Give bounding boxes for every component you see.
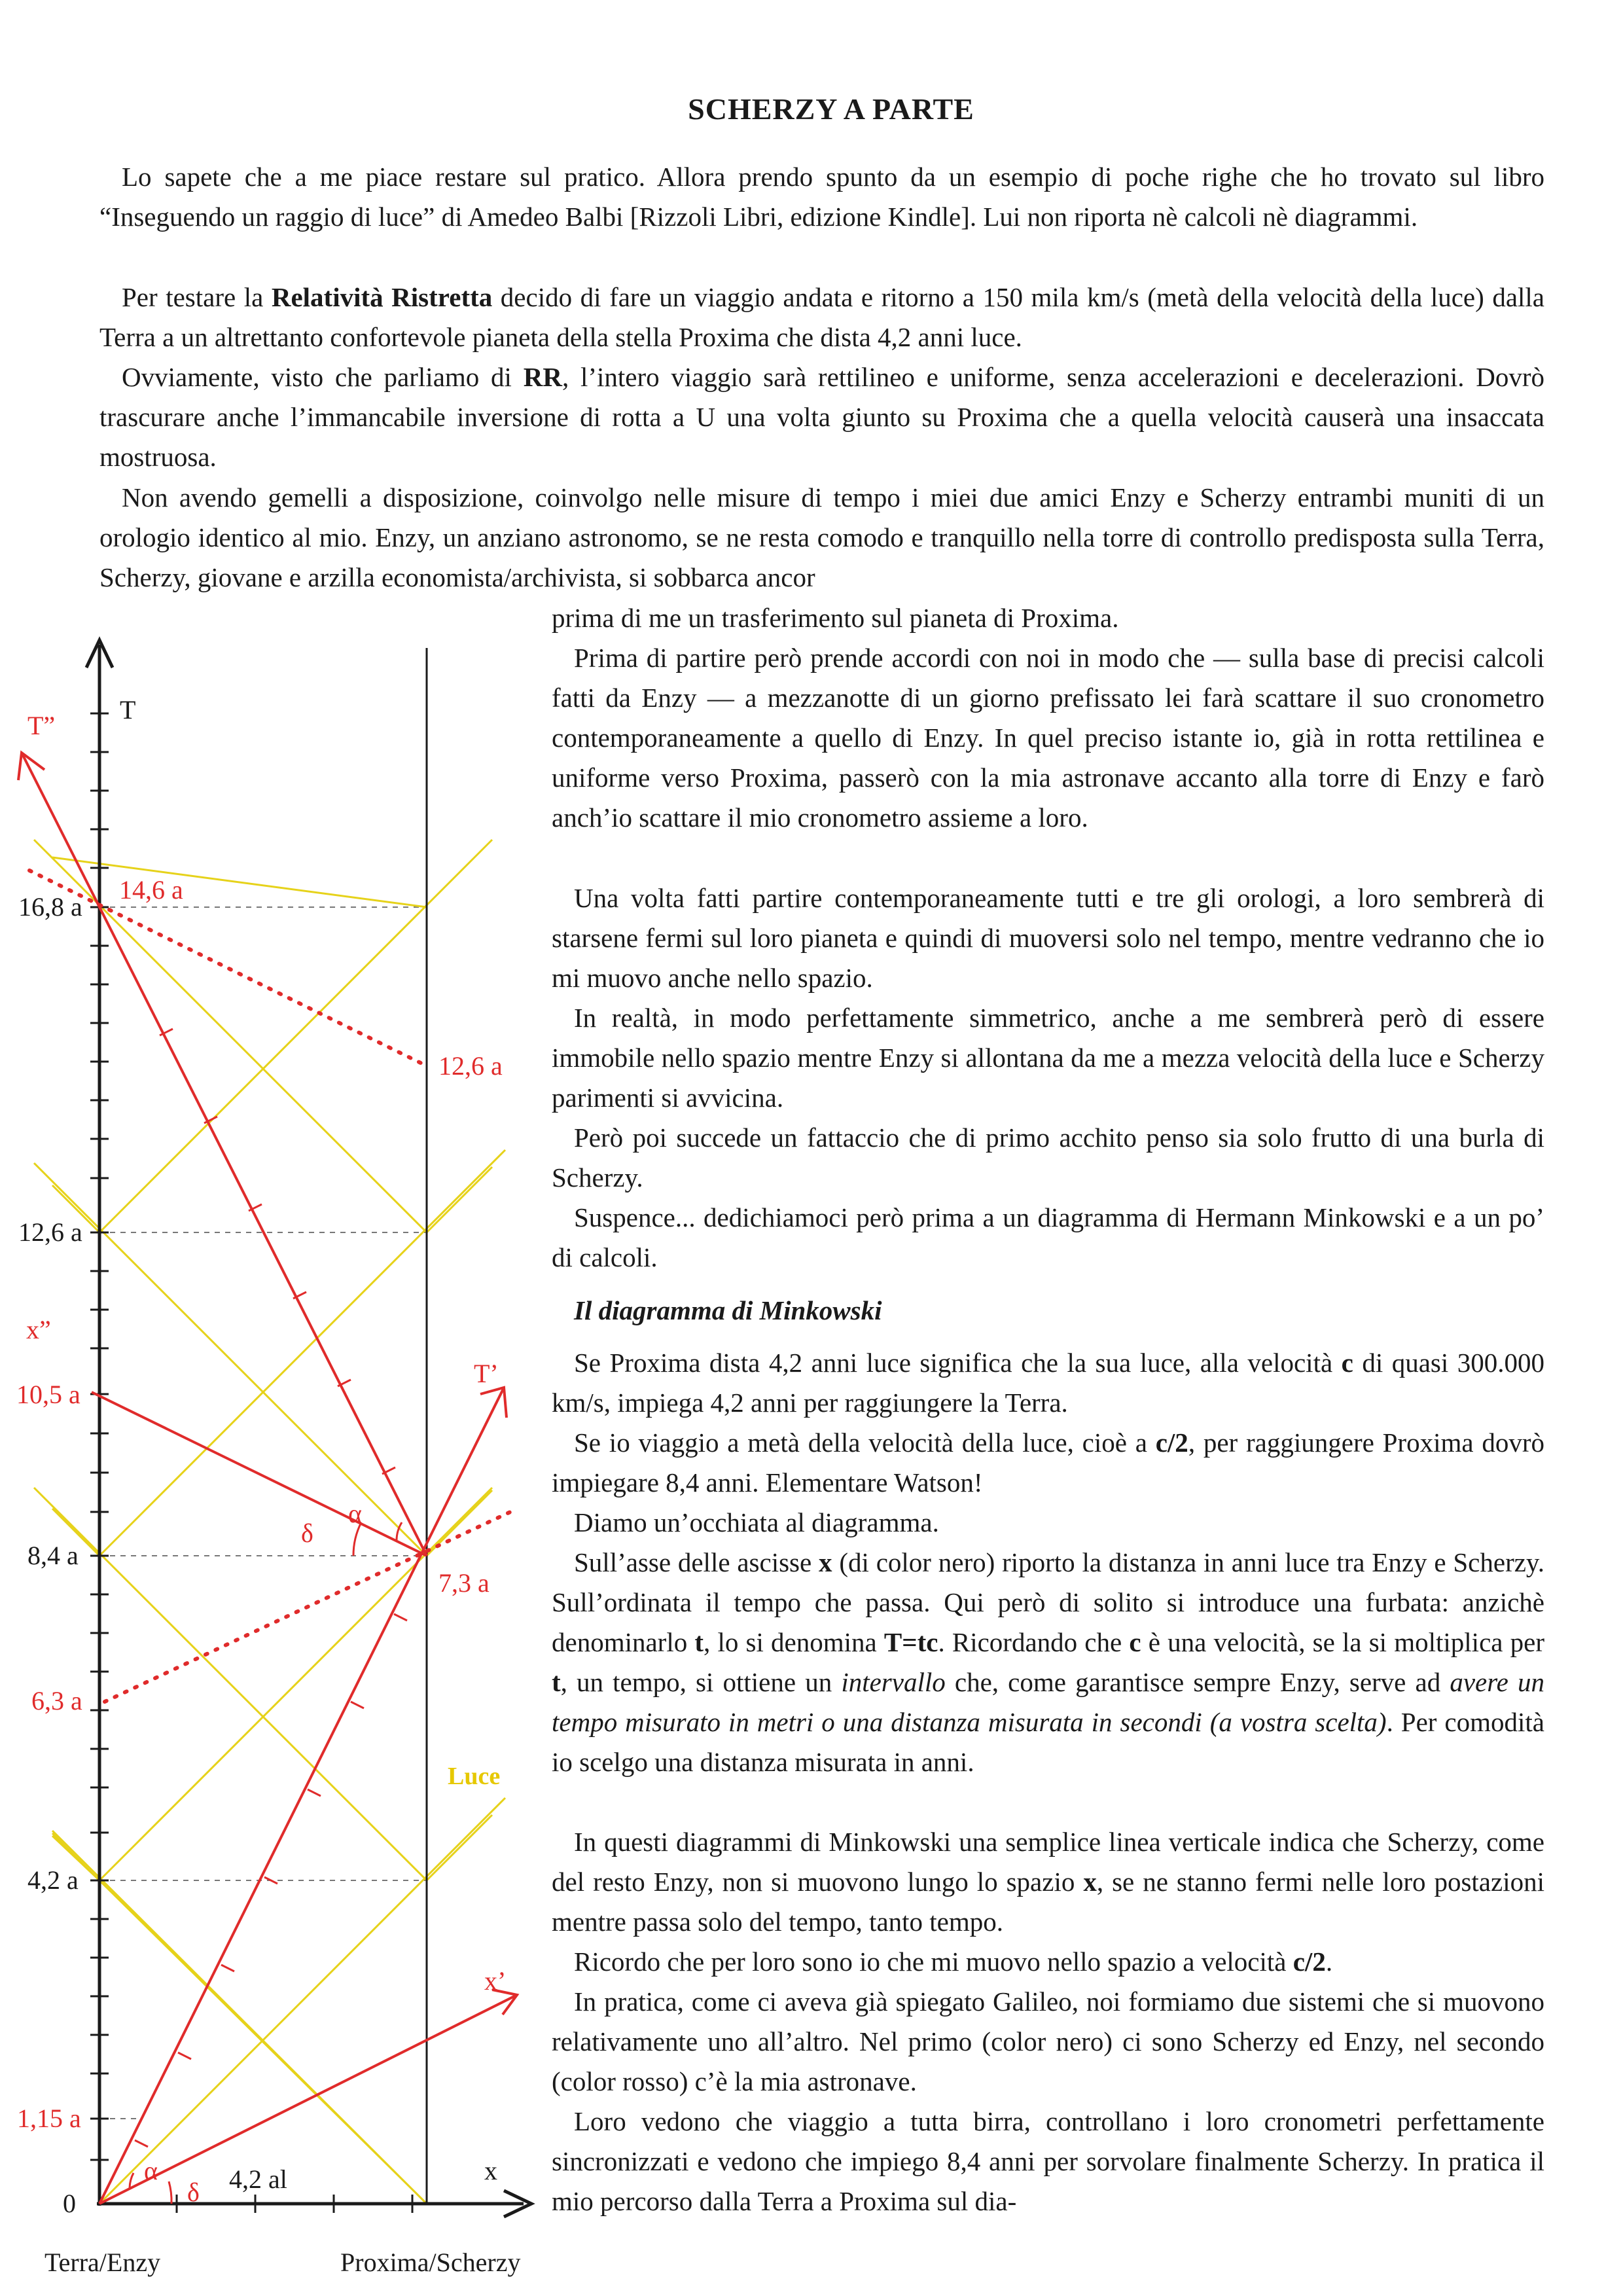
- paragraph-axes: Sull’asse delle ascisse x (di color nero) riporto la distanza in anni luce tra Enzy e Scherzy. Sull’ordinata il tempo che passa. Qui però di solito si introduce una furbata: anzichè denominarlo t, lo si denomina T=tc. Ricordando che c è una velocità, se la si moltiplica per t, un tempo, si ottiene un intervallo che, come garantisce sempre Enzy, serve ad avere un tempo misurato in metri o una distanza misurata in secondi (a vostra scelta). Per comodità io scelgo una distanza misurata in anni.: [552, 1547, 1545, 1777]
- paragraph-rr: Ovviamente, visto che parliamo di RR, l’intero viaggio sarà rettilineo e uniforme, senza accelerazioni e decelerazioni. Dovrò trascurare anche l’immancabile inversione di rotta a U una volta giunto su Proxima che a quella velocità causerà una insaccata mostruosa.: [99, 362, 1545, 472]
- red-label-7-3: 7,3 a: [438, 1568, 490, 1598]
- t-double-prime-axis: [22, 753, 427, 1556]
- t-double-prime-arrow: [18, 753, 45, 780]
- tick-label-4-2: 4,2 a: [27, 1865, 79, 1895]
- paragraph-friends: Non avendo gemelli a disposizione, coinvolgo nelle misure di tempo i miei due amici Enzy e Scherzy entrambi muniti di un orologio identico al mio. Enzy, un anziano astronomo, se ne resta comodo e tranquillo nella torre di controllo predisposta sulla Terra, Scherzy, giovane e arzilla economista/archivista, si sobbarca ancor: [99, 482, 1544, 592]
- tick-label-12-6: 12,6 a: [18, 1217, 82, 1247]
- paragraph-relativity: Per testare la Relatività Ristretta decido di fare un viaggio andata e ritorno a 150 mila km/s (metà della velocità della luce) dalla Terra a un altrettanto confortevole pianeta della stella Proxima che dista 4,2 anni luce.: [99, 282, 1545, 352]
- light-label: Luce: [448, 1763, 501, 1790]
- x-double-prime-axis: [92, 1392, 427, 1556]
- tick-label-1-15: 1,15 a: [17, 2104, 81, 2133]
- light-lines: [34, 840, 505, 2204]
- x-prime-label: x’: [484, 1966, 507, 1996]
- red-label-6-3: 6,3 a: [31, 1686, 82, 1715]
- red-label-14-6: 14,6 a: [119, 875, 183, 905]
- paragraph-galileo: In pratica, come ci aveva già spiegato Galileo, noi formiamo due sistemi che si muovono relativamente uno all’altro. Nel primo (color nero) ci sono Scherzy ed Enzy, nel secondo (color rosso) c’è la mia astronave.: [552, 1986, 1544, 2096]
- light-line-6: [99, 1488, 492, 1880]
- alpha-label-top: α: [348, 1499, 362, 1528]
- origin-label: 0: [63, 2189, 76, 2218]
- light-line-12: [52, 1831, 427, 2204]
- paragraph-vertical: In questi diagrammi di Minkowski una semplice linea verticale indica che Scherzy, come del resto Enzy, non si muovono lungo lo spazio x, se ne stanno fermi nelle loro postazioni mentre passa solo del tempo, tanto tempo.: [552, 1827, 1544, 1937]
- paragraph-intro: Lo sapete che a me piace restare sul pratico. Allora prendo spunto da un esempio di poche righe che ho trovato sul libro “Inseguendo un raggio di luce” di Amedeo Balbi [Rizzoli Libri, edizione Kindle]. Lui non riporta nè calcoli nè diagrammi.: [99, 162, 1544, 232]
- red-label-12-6: 12,6 a: [438, 1051, 503, 1081]
- paragraph-suspence: Suspence... dedichiamoci però prima a un diagramma di Hermann Minkowski e a un po’ di calcoli.: [552, 1202, 1544, 1272]
- paragraph-velocity: Ricordo che per loro sono io che mi muovo nello spazio a velocità c/2.: [574, 1946, 1333, 1977]
- x-axis-label: x: [484, 2156, 497, 2185]
- proxima-scherzy-label: Proxima/Scherzy: [340, 2248, 521, 2277]
- minkowski-diagram: [0, 615, 576, 2291]
- paragraph-symmetry: In realtà, in modo perfettamente simmetrico, anche a me sembrerà però di essere immobile nello spazio mentre Enzy si allontana da me a mezza velocità della luce e Scherzy parimenti si avvicina.: [552, 1003, 1544, 1113]
- t-axis-label: T: [120, 695, 136, 725]
- red-axes: [18, 753, 517, 2204]
- light-line-15: [427, 1167, 492, 1232]
- light-line-2: [34, 1488, 427, 1880]
- alpha-label-origin: α: [144, 2156, 158, 2185]
- t-double-prime-label: T”: [27, 711, 56, 740]
- terra-enzy-label: Terra/Enzy: [45, 2248, 161, 2277]
- dashed-guides: [99, 907, 427, 2119]
- x-prime-axis: [99, 1995, 517, 2204]
- tick-label-16-8: 16,8 a: [18, 892, 82, 922]
- paragraph-fattaccio: Però poi succede un fattaccio che di primo acchito penso sia solo frutto di una burla di Scherzy.: [552, 1122, 1544, 1193]
- paragraph-clocks: Una volta fatti partire contemporaneamente tutti e tre gli orologi, a loro sembrerà di starsene fermi sul loro pianeta e quindi di muoversi solo nel tempo, mentre vedranno che io mi muovo anche nello spazio.: [552, 883, 1544, 993]
- light-line-1: [99, 1798, 505, 2204]
- section-heading: Il diagramma di Minkowski: [574, 1295, 882, 1325]
- t-prime-label: T’: [474, 1359, 499, 1388]
- x-double-prime-label: x”: [26, 1315, 51, 1344]
- tick-label-8-4: 8,4 a: [27, 1541, 79, 1570]
- paragraph-speed: Se io viaggio a metà della velocità della luce, cioè a c/2, per raggiungere Proxima dovrò impiegare 8,4 anni. Elementare Watson!: [552, 1427, 1545, 1498]
- light-line-9: [52, 857, 427, 907]
- light-line-7: [34, 1163, 427, 1556]
- paragraph-observers: Loro vedono che viaggio a tutta birra, controllano i loro cronometri perfettamente sincronizzati e vedono che impiego 8,4 anni per sorvolare finalmente Scherzy. In pratica il mio percorso dalla Terra a Proxima sul dia-: [552, 2106, 1544, 2216]
- delta-arc-origin: [169, 2181, 171, 2204]
- delta-label-top: δ: [301, 1518, 313, 1548]
- tick-label-10-5: 10,5 a: [16, 1380, 80, 1409]
- paragraph-look: Diamo un’occhiata al diagramma.: [574, 1507, 939, 1537]
- paragraph-light: Se Proxima dista 4,2 anni luce significa che la sua luce, alla velocità c di quasi 300.000 km/s, impiega 4,2 anni per raggiungere la Terra.: [552, 1348, 1544, 1418]
- distance-label: 4,2 al: [229, 2164, 287, 2194]
- light-line-17: [427, 1815, 492, 1880]
- paragraph-sync: Prima di partire però prende accordi con noi in modo che — sulla base di precisi calcoli fatti da Enzy — a mezzanotte di un giorno prefissato lei farà scattare il suo cronometro contemporaneamente a quello di Enzy. In quel preciso istante io, già in rotta rettilinea e uniforme verso Proxima, passerò con la mia astronave accanto alla torre di Enzy e farò anch’io scattare il mio cronometro assieme a loro.: [552, 643, 1544, 833]
- delta-label-origin: δ: [187, 2178, 200, 2207]
- page-title: SCHERZY A PARTE: [688, 92, 974, 126]
- paragraph-friends-cont: prima di me un trasferimento sul pianeta di Proxima.: [552, 603, 1119, 633]
